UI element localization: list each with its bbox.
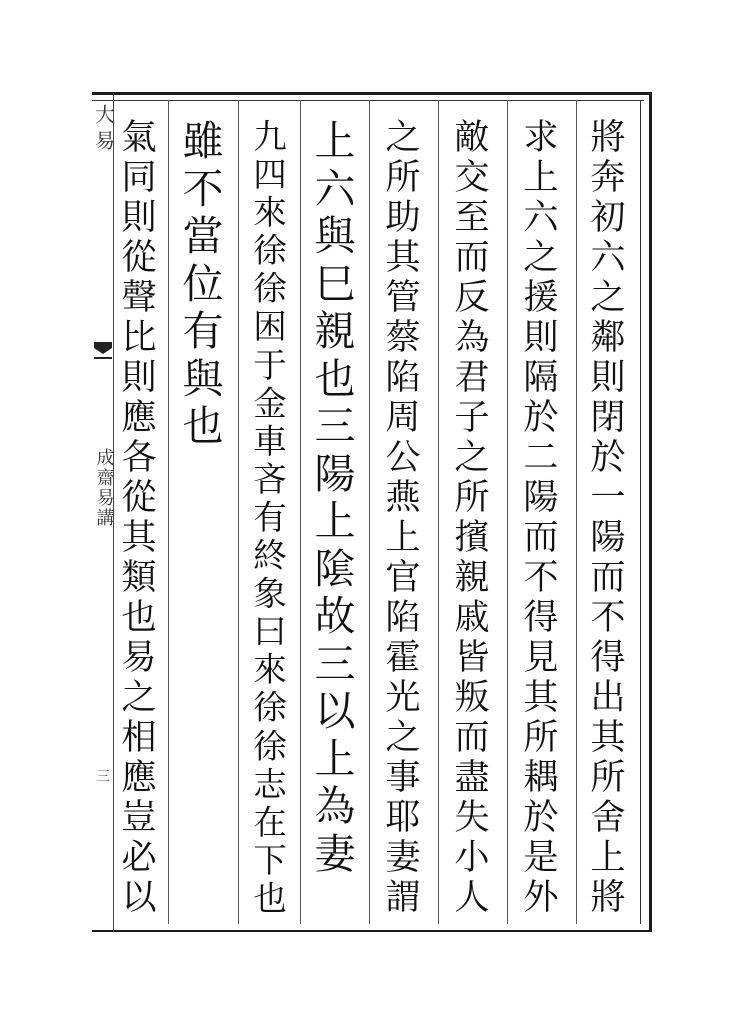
column-character: 謂 xyxy=(385,877,421,918)
column-character: 蔡 xyxy=(385,317,421,358)
column-character: 燕 xyxy=(385,477,421,518)
column-character: 所 xyxy=(590,757,626,798)
column-character: 所 xyxy=(523,717,559,758)
column-character: 為 xyxy=(454,317,490,358)
column-character: 而 xyxy=(523,517,559,558)
column-character: 不 xyxy=(182,164,224,213)
column-character: 與 xyxy=(314,212,356,260)
column-character: 車 xyxy=(253,421,287,461)
column-rule xyxy=(238,100,239,924)
column-character: 也 xyxy=(253,878,287,918)
column-character: 其 xyxy=(523,677,559,718)
column-character: 三 xyxy=(314,639,356,688)
column-character: 子 xyxy=(454,397,490,438)
text-column-8 xyxy=(112,118,166,918)
text-column-6 xyxy=(243,118,297,918)
column-character: 擯 xyxy=(454,517,490,558)
spine-page-number-text: 三 xyxy=(96,769,110,785)
column-character: 類 xyxy=(121,557,157,598)
column-character: 以 xyxy=(314,687,356,735)
column-character: 鄰 xyxy=(590,317,626,358)
fishtail-ornament-icon xyxy=(92,340,114,366)
column-character: 所 xyxy=(454,477,490,518)
column-rule xyxy=(300,100,301,924)
column-character: 從 xyxy=(121,237,157,278)
column-character: 隂 xyxy=(314,544,356,593)
text-column-5 xyxy=(308,118,362,918)
column-rule xyxy=(438,100,439,924)
column-character: 應 xyxy=(121,397,157,438)
text-column-3 xyxy=(445,118,499,918)
column-character: 從 xyxy=(121,477,157,518)
column-character: 隔 xyxy=(523,357,559,398)
column-character: 之 xyxy=(121,677,157,718)
column-character: 有 xyxy=(253,497,287,537)
column-character: 相 xyxy=(121,717,157,758)
column-character: 徐 xyxy=(253,269,287,309)
column-character: 象 xyxy=(253,574,287,614)
column-character: 人 xyxy=(454,877,490,918)
column-character: 交 xyxy=(454,157,490,198)
inner-top-rule xyxy=(92,100,644,101)
column-character: 小 xyxy=(454,837,490,878)
column-character: 助 xyxy=(385,197,421,238)
column-character: 也 xyxy=(121,597,157,638)
column-character: 則 xyxy=(121,197,157,238)
column-character: 應 xyxy=(121,757,157,798)
column-character: 也 xyxy=(182,402,224,450)
column-character: 與 xyxy=(182,354,224,403)
column-character: 則 xyxy=(523,317,559,358)
column-character: 易 xyxy=(121,637,157,678)
column-character: 外 xyxy=(523,877,559,918)
column-character: 得 xyxy=(523,597,559,638)
column-rule xyxy=(369,100,370,924)
column-character: 是 xyxy=(523,837,559,878)
spine-book-name-text: 成齋易講 xyxy=(93,448,115,528)
column-character: 巳 xyxy=(314,259,356,308)
column-character: 妻 xyxy=(385,837,421,878)
column-character: 霍 xyxy=(385,637,421,678)
column-character: 於 xyxy=(590,437,626,478)
column-character: 徐 xyxy=(253,688,287,728)
column-character: 親 xyxy=(314,307,356,355)
column-character: 陷 xyxy=(385,597,421,638)
column-character: 而 xyxy=(590,557,626,598)
column-character: 六 xyxy=(590,237,626,278)
column-character: 雖 xyxy=(182,117,224,165)
column-character: 敵 xyxy=(454,117,490,158)
spine-title-text: 大易 xyxy=(91,104,116,156)
column-character: 六 xyxy=(523,197,559,238)
column-character: 徐 xyxy=(253,726,287,766)
column-character: 戚 xyxy=(454,597,490,638)
column-character: 則 xyxy=(121,357,157,398)
text-column-7 xyxy=(176,118,230,918)
column-character: 九 xyxy=(253,117,287,156)
column-character: 至 xyxy=(454,197,490,238)
column-character: 閉 xyxy=(590,397,626,438)
column-character: 二 xyxy=(523,437,559,478)
column-rule xyxy=(507,100,508,924)
column-character: 初 xyxy=(590,197,626,238)
column-character: 其 xyxy=(121,517,157,558)
column-character: 一 xyxy=(590,477,626,518)
column-character: 同 xyxy=(121,157,157,198)
column-character: 下 xyxy=(253,840,287,880)
column-character: 之 xyxy=(454,437,490,478)
column-character: 叛 xyxy=(454,677,490,718)
column-character: 反 xyxy=(454,277,490,318)
column-character: 上 xyxy=(523,157,559,198)
column-character: 豈 xyxy=(121,797,157,838)
text-column-4 xyxy=(376,118,430,918)
column-character: 管 xyxy=(385,277,421,318)
column-character: 也 xyxy=(314,354,356,403)
text-column-1 xyxy=(581,118,635,918)
column-character: 來 xyxy=(253,650,287,690)
column-character: 上 xyxy=(314,734,356,783)
column-character: 奔 xyxy=(590,157,626,198)
column-character: 陷 xyxy=(385,357,421,398)
column-character: 之 xyxy=(385,717,421,758)
column-character: 而 xyxy=(454,237,490,278)
column-character: 失 xyxy=(454,797,490,838)
column-character: 將 xyxy=(590,117,626,158)
column-character: 當 xyxy=(182,212,224,260)
column-character: 之 xyxy=(590,277,626,318)
spine-title-mark xyxy=(92,104,114,160)
column-character: 所 xyxy=(385,157,421,198)
column-character: 則 xyxy=(590,357,626,398)
column-character: 求 xyxy=(523,117,559,158)
column-character: 志 xyxy=(253,764,287,804)
column-character: 以 xyxy=(121,877,157,918)
column-character: 援 xyxy=(523,277,559,318)
column-character: 事 xyxy=(385,757,421,798)
column-character: 周 xyxy=(385,397,421,438)
column-character: 不 xyxy=(590,597,626,638)
text-column-2 xyxy=(514,118,568,918)
column-character: 比 xyxy=(121,317,157,358)
column-character: 故 xyxy=(314,592,356,640)
column-character: 位 xyxy=(182,259,224,308)
inner-right-rule xyxy=(640,100,641,924)
column-character: 陽 xyxy=(314,449,356,498)
column-character: 其 xyxy=(385,237,421,278)
column-rule xyxy=(576,100,577,924)
column-character: 親 xyxy=(454,557,490,598)
column-character: 各 xyxy=(121,437,157,478)
column-character: 出 xyxy=(590,677,626,718)
spine-book-name xyxy=(92,448,114,532)
column-character: 上 xyxy=(385,517,421,558)
spine-page-number xyxy=(92,770,114,785)
column-character: 於 xyxy=(523,797,559,838)
column-character: 光 xyxy=(385,677,421,718)
column-character: 見 xyxy=(523,637,559,678)
column-character: 聲 xyxy=(121,277,157,318)
column-character: 將 xyxy=(590,877,626,918)
column-character: 而 xyxy=(454,717,490,758)
column-character: 上 xyxy=(314,117,356,165)
column-character: 來 xyxy=(253,193,287,233)
column-character: 不 xyxy=(523,557,559,598)
column-character: 在 xyxy=(253,802,287,842)
column-character: 為 xyxy=(314,782,356,830)
column-character: 之 xyxy=(385,117,421,158)
column-character: 君 xyxy=(454,357,490,398)
column-character: 終 xyxy=(253,536,287,576)
column-character: 舍 xyxy=(590,797,626,838)
column-character: 徐 xyxy=(253,231,287,271)
column-character: 於 xyxy=(523,397,559,438)
column-character: 三 xyxy=(314,402,356,450)
column-character: 必 xyxy=(121,837,157,878)
column-character: 皆 xyxy=(454,637,490,678)
column-character: 上 xyxy=(590,837,626,878)
column-character: 妻 xyxy=(314,829,356,878)
column-character: 耦 xyxy=(523,757,559,798)
column-character: 六 xyxy=(314,164,356,213)
column-character: 其 xyxy=(590,717,626,758)
column-character: 盡 xyxy=(454,757,490,798)
column-character: 公 xyxy=(385,437,421,478)
column-character: 陽 xyxy=(523,477,559,518)
column-character: 困 xyxy=(253,307,287,347)
column-rule xyxy=(168,100,169,924)
column-character: 官 xyxy=(385,557,421,598)
column-character: 之 xyxy=(523,237,559,278)
column-character: 曰 xyxy=(253,612,287,652)
column-character: 吝 xyxy=(253,459,287,499)
column-character: 有 xyxy=(182,307,224,355)
column-character: 于 xyxy=(253,345,287,385)
column-character: 氣 xyxy=(121,117,157,158)
column-character: 四 xyxy=(253,155,287,195)
column-character: 得 xyxy=(590,637,626,678)
column-character: 耶 xyxy=(385,797,421,838)
column-character: 金 xyxy=(253,383,287,423)
column-character: 陽 xyxy=(590,517,626,558)
column-character: 上 xyxy=(314,497,356,545)
